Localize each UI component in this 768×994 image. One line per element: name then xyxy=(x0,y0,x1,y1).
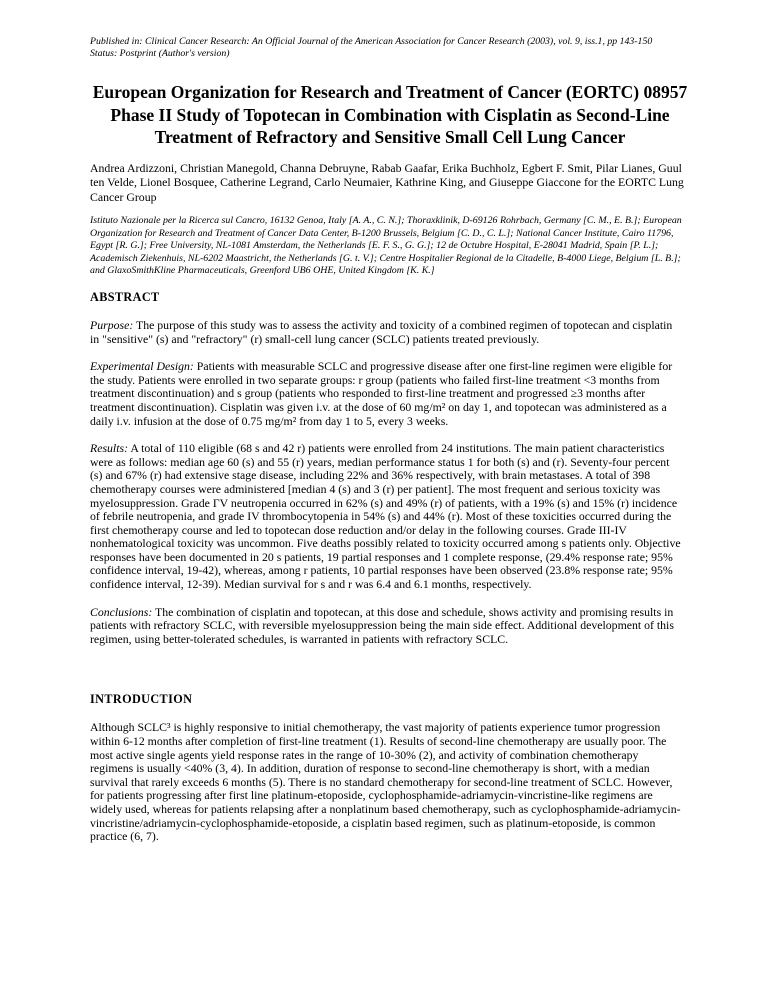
introduction-paragraph: Although SCLC³ is highly responsive to initial chemotherapy, the vast majority of patients experience tumor progression within 6-12 months after completion of first-line treatment (1). Results of second-line chemotherapy are usually poor. The most active single agents yield response rates in the range of 10-30% (2), and activity of combination chemotherapy regimens is usually <40% (3, 4). In addition, duration of response to second-line chemotherapy is short, with a median survival that rarely exceeds 6 months (5). There is no standard chemotherapy for second-line treatment of SCLC. However, for patients progressing after first line platinum-etoposide, cyclophosphamide-adriamycin-vincristine-like regimens are widely used, whereas for patients relapsing after a nonplatinum based chemotherapy, such as cyclophosphamide-adriamycin-vincristine/adriamycin-cyclophosphamide-etoposide, a cisplatin based regimen, such as platinum-etoposide, is common practice (6, 7). xyxy=(90,720,681,844)
conclusions-text: The combination of cisplatin and topotecan, at this dose and schedule, shows activity and promising results in patients with refractory SCLC, with reversible myelosuppression being the main side effect. Additional development of this regimen, using better-tolerated schedules, is warranted in patients with refractory SCLC. xyxy=(90,604,674,646)
authors-list: Andrea Ardizzoni, Christian Manegold, Channa Debruyne, Rabab Gaafar, Erika Buchholz, Egbert F. Smit, Pilar Lianes, Guul ten Velde, Lionel Bosquee, Catherine Legrand, Carlo Neumaier, Kathrine King, and Giuseppe Giaccone for the EORTC Lung Cancer Group xyxy=(90,160,684,204)
introduction-heading: INTRODUCTION xyxy=(90,692,193,707)
status-line: Status: Postprint (Author's version) xyxy=(90,48,230,59)
abstract-results-paragraph xyxy=(90,442,684,592)
abstract-purpose-paragraph xyxy=(90,319,684,346)
experimental-design-label: Experimental Design: xyxy=(90,359,194,374)
purpose-text: The purpose of this study was to assess the activity and toxicity of a combined regimen of topotecan and cisplatin in "sensitive" (s) and "refractory" (r) small-cell lung cancer (SCLC) patients treated previously. xyxy=(90,317,673,346)
published-in-line: Published in: Clinical Cancer Research: An Official Journal of the American Association for Cancer Research (2003), vol. 9, iss.1, pp 143-150 xyxy=(90,36,653,47)
results-text: A total of 110 eligible (68 s and 42 r) patients were enrolled from 24 institutions. The main patient characteristics were as follows: median age 60 (s) and 55 (r) years, median performance status 1 for both (s) and (r). Seventy-four percent (s) and 67% (r) had extensive stage disease, including 22% and 36% respectively, with brain metastases. A total of 398 chemotherapy courses were administered [median 4 (s) and 3 (r) per patient]. The most frequent and serious toxicity was myelosuppression. Grade ΓV neutropenia occurred in 62% (s) and 49% (r) of patients, with a 19% (s) and 15% (r) incidence of febrile neutropenia, and grade IV thrombocytopenia in 54% (s) and 44% (r). Most of these toxicities occurred during the first chemotherapy course and led to topotecan dose reduction and/or delay in the following courses. Grade III-IV nonhematological toxicity was uncommon. Five deaths possibly related to toxicity occurred among s patients only. Objective responses have been documented in 20 s patients, 19 partial responses and 1 complete response, (29.4% response rate; 95% confidence interval, 19-42), whereas, among r patients, 10 partial responses have been observed (23.8% response rate; 95% confidence interval, 12-39). Median survival for s and r was 6.4 and 6.1 months, respectively. xyxy=(90,441,681,592)
abstract-conclusions-paragraph xyxy=(90,606,684,647)
affiliations: Istituto Nazionale per la Ricerca sul Cancro, 16132 Genoa, Italy [A. A., C. N.]; Thoraxklinik, D-69126 Rohrbach, Germany [C. M., E. B.]; European Organization for Research and Treatment of Cancer Data Center, B-1200 Brussels, Belgium [C. D., C. L.]; National Cancer Institute, Cairo 11796, Egypt [R. G.]; Free University, NL-1081 Amsterdam, the Netherlands [E. F. S., G. G.]; 12 de Octubre Hospital, E-28041 Madrid, Spain [P. L.]; Academisch Ziekenhuis, NL-6202 Maastricht, the Netherlands [G. t. V.]; Centre Hospitalier Regional de la Citadelle, B-4000 Liege, Belgium [L. B.]; and GlaxoSmithKline Pharmaceuticals, Greenford UB6 OHE, United Kingdom [K. K.] xyxy=(90,215,682,277)
purpose-label: Purpose: xyxy=(90,317,134,332)
conclusions-label: Conclusions: xyxy=(90,604,153,619)
abstract-heading: ABSTRACT xyxy=(90,289,160,304)
experimental-design-text: Patients with measurable SCLC and progressive disease after one first-line regimen were eligible for the study. Patients were enrolled in two separate groups: r group (patients who failed first-line treatment <3 months from treatment discontinuation) and s group (patients who responded to first-line treatment and progressed ≥3 months after treatment discontinuation). Cisplatin was given i.v. at the dose of 60 mg/m² on day 1, and topotecan was administered as a daily i.v. infusion at the dose of 0.75 mg/m² from day 1 to 5, every 3 weeks. xyxy=(90,359,673,428)
abstract-experimental-design-paragraph xyxy=(90,360,684,428)
paper-title: European Organization for Research and Treatment of Cancer (EORTC) 08957 Phase II Study of Topotecan in Combination with Cisplatin as Second-Line Treatment of Refractory and Sensitive Small Cell Lung Cancer xyxy=(92,82,688,147)
results-label: Results: xyxy=(90,441,129,456)
publication-meta xyxy=(90,36,684,60)
